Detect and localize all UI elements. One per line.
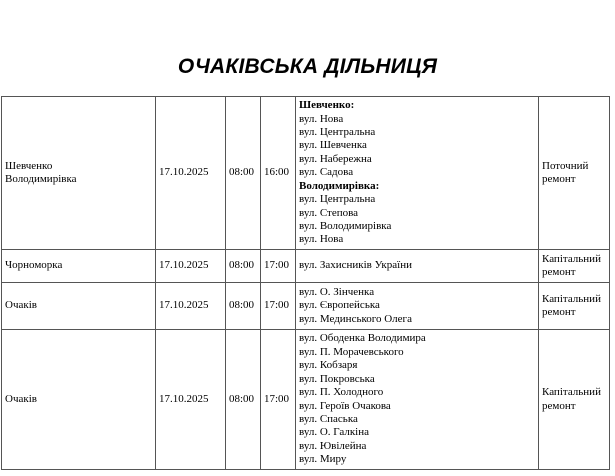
work-type-cell: [539, 330, 610, 470]
streets-cell: [296, 283, 539, 330]
date-cell: 17.10.2025: [156, 97, 226, 250]
street-item: вул. П. Холодного: [299, 386, 384, 399]
page-title: ОЧАКІВСЬКА ДІЛЬНИЦЯ: [177, 55, 438, 78]
work-type-text: ремонт: [542, 306, 576, 318]
start-time-cell: 08:00: [226, 250, 261, 283]
street-item: вул. Володимирівка: [299, 219, 392, 232]
street-item: вул. Центральна: [299, 193, 376, 206]
street-item: вул. О. Галкіна: [299, 426, 369, 439]
street-item: вул. Європейська: [299, 299, 380, 312]
street-item: вул. Степова: [299, 206, 359, 219]
street-item: вул. Кобзаря: [299, 359, 358, 372]
street-group-heading: Володимирівка:: [299, 179, 380, 192]
street-group-heading: Шевченко:: [299, 99, 355, 112]
street-item: вул. Мединського Олега: [299, 312, 412, 325]
settlement-cell: [2, 330, 156, 470]
end-time-cell: 17:00: [261, 330, 296, 470]
work-type-text: ремонт: [542, 173, 576, 185]
work-type-cell: [539, 250, 610, 283]
table-row: [2, 97, 610, 250]
date-cell: 17.10.2025: [156, 250, 226, 283]
street-item: вул. Шевченка: [299, 139, 367, 152]
street-item: вул. Набережна: [299, 152, 372, 165]
street-item: вул. Ювілейна: [299, 439, 367, 452]
table-row: [2, 250, 610, 283]
street-item: вул. Нова: [299, 233, 344, 246]
outage-schedule-table: [1, 96, 610, 470]
start-time-cell: 08:00: [226, 283, 261, 330]
work-type-text: Капітальний: [542, 252, 601, 265]
street-item: вул. Нова: [299, 112, 344, 125]
end-time-cell: 17:00: [261, 283, 296, 330]
table-row: [2, 283, 610, 330]
streets-cell: [296, 250, 539, 283]
streets-cell: [296, 330, 539, 470]
work-type-text: Капітальний: [542, 386, 601, 399]
street-item: вул. Ободенка Володимира: [299, 332, 426, 345]
settlement-name: Чорноморка: [5, 259, 63, 272]
settlement-name: Володимирівка: [5, 173, 77, 185]
settlement-cell: [2, 250, 156, 283]
settlement-cell: [2, 97, 156, 250]
table-row: [2, 330, 610, 470]
start-time-cell: 08:00: [226, 97, 261, 250]
street-item: вул. Садова: [299, 166, 354, 179]
settlement-name: Шевченко: [5, 159, 53, 172]
settlement-cell: [2, 283, 156, 330]
work-type-cell: [539, 97, 610, 250]
end-time-cell: 17:00: [261, 250, 296, 283]
street-item: вул. Покровська: [299, 372, 375, 385]
work-type-text: Капітальний: [542, 292, 601, 305]
settlement-name: Очаків: [5, 299, 37, 312]
street-item: вул. Спаська: [299, 412, 358, 425]
street-item: вул. Захисників України: [299, 259, 412, 272]
work-type-text: ремонт: [542, 266, 576, 278]
date-cell: 17.10.2025: [156, 283, 226, 330]
settlement-name: Очаків: [5, 392, 37, 405]
work-type-cell: [539, 283, 610, 330]
street-item: вул. Центральна: [299, 126, 376, 139]
street-item: вул. Миру: [299, 453, 347, 466]
street-item: вул. П. Морачевського: [299, 345, 404, 358]
end-time-cell: 16:00: [261, 97, 296, 250]
work-type-text: Поточний: [542, 159, 589, 172]
date-cell: 17.10.2025: [156, 330, 226, 470]
work-type-text: ремонт: [542, 399, 576, 412]
streets-cell: [296, 97, 539, 250]
street-item: вул. Героїв Очакова: [299, 399, 391, 412]
start-time-cell: 08:00: [226, 330, 261, 470]
street-item: вул. О. Зінченка: [299, 285, 375, 298]
